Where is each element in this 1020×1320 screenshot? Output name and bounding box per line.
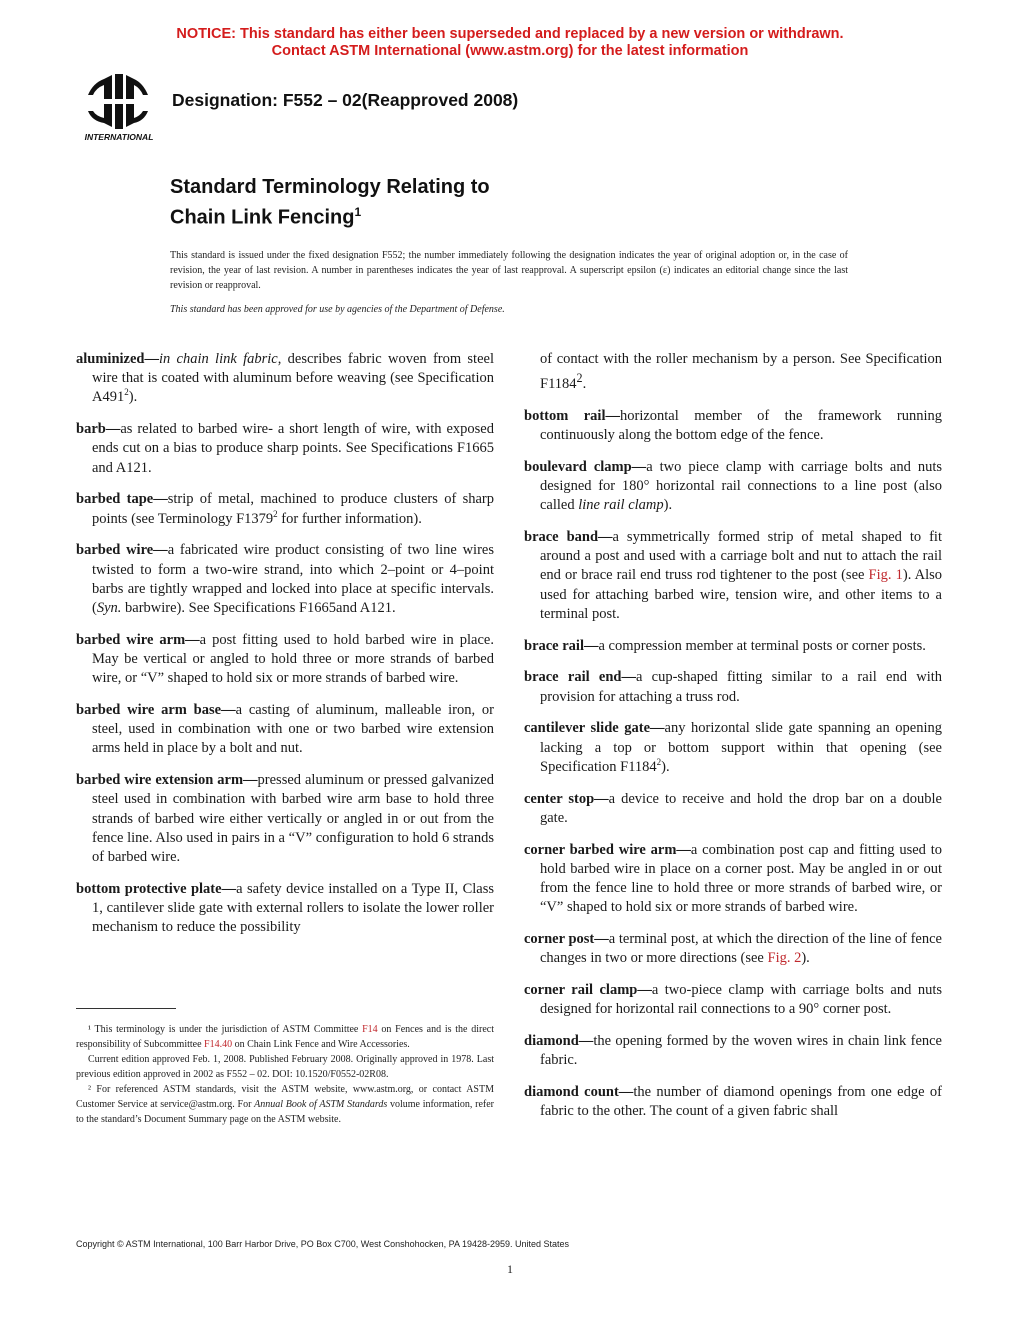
definition-continuation: of contact with the roller mechanism by a person. See Specification F1184$^2$. [540,351,942,393]
footnote-edition: Current edition approved Feb. 1, 2008. Published February 2008. Originally approved in 1978. Last previous edition approved in 2002 as F552 – 02. DOI: 10.1520/F0552-02R08. [76,1054,494,1080]
definition-entry: barbed wire—a fabricated wire product consisting of two line wires twisted to form a two-wire strand, into which 2–point or 4–point barbs are tightly wrapped and locked into place at specific intervals. (Syn. barbwire). See Specifications F1665and A121. [76,542,494,617]
definition-entry: bottom rail—horizontal member of the framework running continuously along the bottom edge of the fence. [524,407,942,444]
notice-banner [0,26,1020,60]
issue-note: This standard is issued under the fixed designation F552; the number immediately following the designation indicates the year of original adoption or, in the case of revision, the year of last revision. A number in parentheses indicates the year of last reapproval. A superscript epsilon (ε) indicates an editorial change since the last revision or reapproval. [170,250,848,291]
astm-logo-icon [74,74,164,144]
definition-entry: barb—as related to barbed wire- a short length of wire, with exposed ends cut on a bias to produce sharp points. See Specifications F1665 and A121. [76,421,494,476]
definition-entry: brace rail—a compression member at terminal posts or corner posts. [524,637,926,654]
definition-entry: corner rail clamp—a two-piece clamp with carriage bolts and nuts designed for horizontal rail connections to a 90° corner post. [524,982,942,1018]
copyright: Copyright © ASTM International, 100 Barr Harbor Drive, PO Box C700, West Conshohocken, PA 19428-2959. United States [76,1239,570,1249]
definition-entry: barbed wire arm base—a casting of aluminum, malleable iron, or steel, used in combination with one or two barbed wire extension arms held in place by a bolt and nut. [76,702,494,757]
notice-line-2: Contact ASTM International (www.astm.org) for the latest information [271,43,749,59]
definition-entry: bottom protective plate—a safety device installed on a Type II, Class 1, cantilever slide gate with external rollers to isolate the lower roller mechanism to reduce the possibility [76,880,494,936]
footnote-1: ¹ This terminology is under the jurisdiction of ASTM Committee F14 on Fences and is the direct responsibility of Subcommittee F14.40 on Chain Link Fence and Wire Accessories. [76,1024,495,1050]
definition-entry: diamond count—the number of diamond openings from one edge of fabric to the other. The count of a given fabric shall [524,1084,942,1120]
definition-entry: brace band—a symmetrically formed strip of metal shaped to fit around a post and used with a carriage bolt and nut to attach the rail end or brace rail end truss rod tightener to the post (see Fig. 1). Also used for attaching barbed wire, tension wire, and other items to a terminal post. [524,529,942,622]
left-column [76,350,494,950]
fig-1-link[interactable]: Fig. 1 [868,567,903,584]
definition-entry: diamond—the opening formed by the woven wires in chain link fence fabric. [524,1033,942,1069]
title-footnote-ref[interactable]: 1 [354,205,362,219]
definition-entry: cantilever slide gate—any horizontal slide gate spanning an opening lacking a top or bottom support within that opening (see Specification F1184$^2$). [524,720,942,775]
definition-entry: aluminized—in chain link fabric, describes fabric woven from steel wire that is coated with aluminum before weaving (see Specification $A491^2$). [76,351,494,406]
right-column [524,350,942,1134]
page-title [170,175,490,231]
definition-entry: corner barbed wire arm—a combination post cap and fitting used to hold barbed wire in place on a corner post. May be angled in or out from the fence line to hold three or more strands of barbed wire, or “V” shaped to hold six or more strands of barbed wire. [524,841,943,916]
footnote-2: ² For referenced ASTM standards, visit the ASTM website, www.astm.org, or contact ASTM Customer Service at service@astm.org. For Annual Book of ASTM Standards volume information, refer to the standard’s Document Summary page on the ASTM website. [76,1084,495,1125]
logo-text: INTERNATIONAL [84,132,154,142]
designation: Designation: F552 – 02(Reapproved 2008) [172,90,519,110]
subcommittee-f14-40-link[interactable]: F14.40 [204,1039,233,1050]
page-number: 1 [507,1262,513,1276]
notice-line-1: NOTICE: This standard has either been superseded and replaced by a new version or withdrawn. [176,26,844,42]
title-line-1: Standard Terminology Relating to [170,176,490,198]
definition-entry: barbed wire arm—a post fitting used to hold barbed wire in place. May be vertical or angled to hold three or more strands of barbed wire, or “V” shaped to hold six or more strands of barbed wire. [76,631,494,687]
definition-entry: brace rail end—a cup-shaped fitting similar to a rail end with provision for attaching a truss rod. [524,669,942,705]
footnotes [76,1022,494,1127]
fig-2-link[interactable]: Fig. 2 [767,950,802,967]
title-line-2: Chain Link Fencing [170,206,355,229]
committee-f14-link[interactable]: F14 [362,1024,378,1035]
definition-entry: corner post—a terminal post, at which the direction of the line of fence changes in two or more directions (see Fig. 2). [524,931,942,967]
definition-entry: barbed wire extension arm—pressed aluminum or pressed galvanized steel used in combination with barbed wire arm base to hold three strands of barbed wire either vertically or angled in or out from the fence line. Also used in pairs in a “V” configuration to hold 6 strands of barbed wire. [76,772,494,866]
definition-entry: barbed tape—strip of metal, machined to produce clusters of sharp points (see Terminology F1379$^2$ for further information). [76,491,494,527]
footnote-divider [76,1008,176,1009]
definition-entry: boulevard clamp—a two piece clamp with carriage bolts and nuts designed for 180° horizontal rail connections to a line post (also called line rail clamp). [524,458,942,514]
definition-entry: center stop—a device to receive and hold the drop bar on a double gate. [524,790,942,826]
approved-note: This standard has been approved for use by agencies of the Department of Defense. [170,304,505,315]
